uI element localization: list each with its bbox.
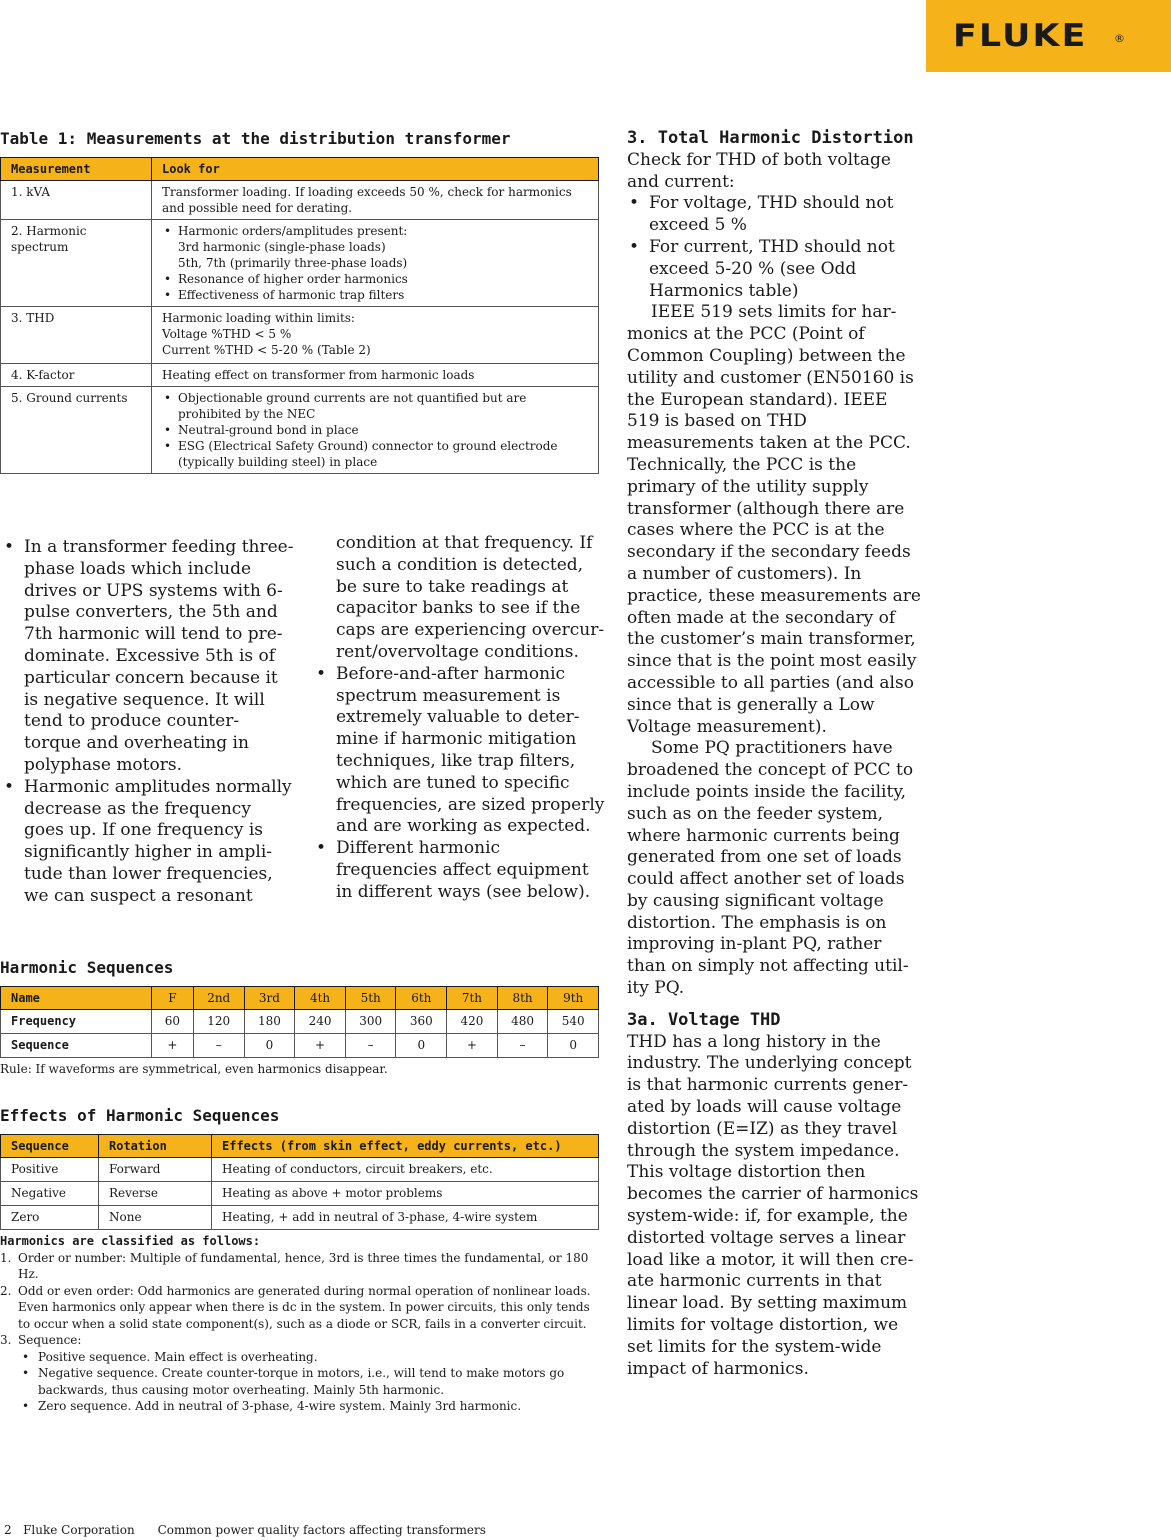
sequence-label: Sequence xyxy=(1,1034,152,1058)
sequence-value: – xyxy=(193,1034,244,1058)
frequency-value: 480 xyxy=(497,1010,548,1034)
table1-header-measurement: Measurement xyxy=(1,158,152,181)
frequency-value: 120 xyxy=(193,1010,244,1034)
table1-cell-look-for xyxy=(152,220,599,307)
harmonic-name: 6th xyxy=(396,987,447,1010)
harmonic-name: 4th xyxy=(295,987,346,1010)
harmonic-sequences-title: Harmonic Sequences xyxy=(0,958,174,977)
sequence-bullet: • Positive sequence. Main effect is overheating. xyxy=(18,1349,596,1366)
registered-mark: ® xyxy=(1114,32,1125,45)
frequency-value: 360 xyxy=(396,1010,447,1034)
harmonic-name: 7th xyxy=(447,987,498,1010)
frequency-value: 300 xyxy=(345,1010,396,1034)
list-item xyxy=(0,1332,596,1415)
left-body-column xyxy=(2,537,296,908)
table1 xyxy=(0,157,599,474)
harmonic-name: 3rd xyxy=(244,987,295,1010)
table1-cell-measurement: 3. THD xyxy=(1,307,152,364)
right-body-column xyxy=(627,128,923,1380)
list-item: • For voltage, THD should not exceed 5 % xyxy=(627,193,923,237)
item-text: Odd or even order: Odd harmonics are generated during normal operation of nonlinear loads. Even harmonics only appear when there is dc in the system. In power circuits, this only tends to occur when a solid state component(s), such as a diode or SCR, fails in a converter circuit. xyxy=(18,1283,591,1331)
classification-block xyxy=(0,1233,596,1415)
sequence-value: – xyxy=(345,1034,396,1058)
page-number: 2 xyxy=(4,1523,12,1537)
thd-line: Voltage %THD < 5 % xyxy=(162,327,292,341)
harmonic-name: 5th xyxy=(345,987,396,1010)
list-item: • Resonance of higher order harmonics xyxy=(162,271,588,287)
effects-cell: Heating, + add in neutral of 3-phase, 4-wire system xyxy=(212,1206,599,1230)
effects-cell: Reverse xyxy=(99,1182,212,1206)
frequency-value: 240 xyxy=(295,1010,346,1034)
list-item: • Harmonic amplitudes normally decrease as the frequency goes up. If one frequency is significantly higher in ampli-tude than lower frequencies, we can suspect a resonant xyxy=(2,777,296,908)
effects-table xyxy=(0,1134,599,1230)
section3-intro: Check for THD of both voltage and current: xyxy=(627,149,891,192)
table-row xyxy=(1,987,599,1010)
section3-title: 3. Total Harmonic Distortion xyxy=(627,128,914,148)
item-text: Sequence: xyxy=(18,1333,82,1347)
list-item: • Objectionable ground currents are not quantified but are prohibited by the NEC xyxy=(162,390,588,422)
effects-cell: Negative xyxy=(1,1182,99,1206)
table1-cell-measurement: 1. kVA xyxy=(1,181,152,220)
item-number: 2. xyxy=(0,1283,12,1298)
list-item: • Different harmonic frequencies affect equipment in different ways (see below). xyxy=(314,838,606,903)
list-item: • Before-and-after harmonic spectrum measurement is extremely valuable to deter-mine if harmonic mitigation techniques, like trap filters, which are tuned to specific frequencies, are sized properly and are working as expected. xyxy=(314,664,606,838)
sequence-value: 0 xyxy=(244,1034,295,1058)
harmonic-sequences-table xyxy=(0,986,599,1058)
paragraph: Some PQ practitioners have broadened the concept of PCC to include points inside the facility, such as on the feeder system, where harmonic currents being generated from one set of loads could affect another set of loads by causing significant voltage distortion. The emphasis is on improving in-plant PQ, rather than on simply not affecting util-ity PQ. xyxy=(627,738,914,999)
sequence-value: – xyxy=(497,1034,548,1058)
list-item xyxy=(0,1283,596,1333)
effects-header-sequence: Sequence xyxy=(1,1135,99,1158)
list-item: • Effectiveness of harmonic trap filters xyxy=(162,287,588,303)
item-number: 1. xyxy=(0,1250,12,1265)
sequence-value: + xyxy=(295,1034,346,1058)
footer-doc-title: Common power quality factors affecting transformers xyxy=(157,1523,486,1537)
harmonic-name: 2nd xyxy=(193,987,244,1010)
table1-cell-measurement: 4. K-factor xyxy=(1,364,152,387)
table-row xyxy=(1,387,599,474)
frequency-value: 180 xyxy=(244,1010,295,1034)
list-item: • For current, THD should not exceed 5-20 % (see Odd Harmonics table) xyxy=(627,237,923,302)
frequency-value: 60 xyxy=(152,1010,194,1034)
effects-cell: Forward xyxy=(99,1158,212,1182)
paragraph: THD has a long history in the industry. The underlying concept is that harmonic currents gener-ated by loads will cause voltage distortion (E=IZ) as they travel through the system impedance. This voltage distortion then becomes the carrier of harmonics system-wide: if, for example, the distorted voltage serves a linear load like a motor, it will then cre-ate harmonic currents in that linear load. By setting maximum limits for voltage distortion, we set limits for the system-wide impact of harmonics. xyxy=(627,1031,919,1379)
table-row xyxy=(1,181,599,220)
table-row xyxy=(1,1010,599,1034)
table1-title: Table 1: Measurements at the distribution transformer xyxy=(0,129,511,148)
list-item: • Neutral-ground bond in place xyxy=(162,422,588,438)
list-item xyxy=(0,1250,596,1283)
effects-cell: Zero xyxy=(1,1206,99,1230)
footer-company: Fluke Corporation xyxy=(23,1523,135,1537)
table-row xyxy=(1,1158,599,1182)
harmonic-rule-note: Rule: If waveforms are symmetrical, even harmonics disappear. xyxy=(0,1062,388,1076)
effects-cell: Positive xyxy=(1,1158,99,1182)
effects-cell: Heating of conductors, circuit breakers, etc. xyxy=(212,1158,599,1182)
sequence-bullet: • Zero sequence. Add in neutral of 3-phase, 4-wire system. Mainly 3rd harmonic. xyxy=(18,1398,596,1415)
table1-cell-measurement: 5. Ground currents xyxy=(1,387,152,474)
sequence-value: + xyxy=(152,1034,194,1058)
thd-line: Harmonic loading within limits: xyxy=(162,311,355,325)
bullet-continuation: condition at that frequency. If such a condition is detected, be sure to take readings at capacitor banks to see if the caps are experiencing overcur-rent/overvoltage conditions. xyxy=(336,533,605,662)
table-row xyxy=(1,1206,599,1230)
frequency-value: 420 xyxy=(447,1010,498,1034)
list-item: • ESG (Electrical Safety Ground) connector to ground electrode (typically building steel) in place xyxy=(162,438,588,470)
frequency-label: Frequency xyxy=(1,1010,152,1034)
middle-body-column xyxy=(314,533,606,904)
table1-cell-look-for xyxy=(152,387,599,474)
table1-header-row xyxy=(1,158,599,181)
table-row xyxy=(1,1182,599,1206)
table1-cell-look-for: Heating effect on transformer from harmonic loads xyxy=(152,364,599,387)
table-row xyxy=(1,1034,599,1058)
page-footer xyxy=(4,1523,486,1537)
sequence-bullet: • Negative sequence. Create counter-torque in motors, i.e., will tend to make motors go backwards, thus causing motor overheating. Mainly 5th harmonic. xyxy=(18,1365,596,1398)
sequence-value: + xyxy=(447,1034,498,1058)
classification-title: Harmonics are classified as follows: xyxy=(0,1234,261,1248)
item-text: Order or number: Multiple of fundamental, hence, 3rd is three times the fundamental, or 180 Hz. xyxy=(18,1250,589,1281)
item-number: 3. xyxy=(0,1333,12,1347)
table-row xyxy=(1,1135,599,1158)
list-item xyxy=(162,223,588,271)
harmonic-name: F xyxy=(152,987,194,1010)
harmonic-name: 8th xyxy=(497,987,548,1010)
sub-item: 3rd harmonic (single-phase loads) xyxy=(178,240,386,254)
thd-line: Current %THD < 5-20 % (Table 2) xyxy=(162,343,371,357)
table1-cell-measurement: 2. Harmonic spectrum xyxy=(1,220,152,307)
table1-header-look-for: Look for xyxy=(152,158,599,181)
table-row xyxy=(1,364,599,387)
effects-header-effects: Effects (from skin effect, eddy currents, etc.) xyxy=(212,1135,599,1158)
table1-cell-look-for: Transformer loading. If loading exceeds 50 %, check for harmonics and possible need for derating. xyxy=(152,181,599,220)
effects-cell: Heating as above + motor problems xyxy=(212,1182,599,1206)
sequence-value: 0 xyxy=(548,1034,599,1058)
effects-title: Effects of Harmonic Sequences xyxy=(0,1106,280,1125)
sequence-value: 0 xyxy=(396,1034,447,1058)
paragraph: IEEE 519 sets limits for har-monics at the PCC (Point of Common Coupling) between the utility and customer (EN50160 is the European standard). IEEE 519 is based on THD measurements taken at the PCC. Technically, the PCC is the primary of the utility supply transformer (although there are cases where the PCC is at the secondary if the secondary feeds a number of customers). In practice, these measurements are often made at the secondary of the customer’s main transformer, since that is the point most easily accessible to all parties (and also since that is generally a Low Voltage measurement). xyxy=(627,302,921,737)
effects-cell: None xyxy=(99,1206,212,1230)
table1-cell-look-for xyxy=(152,307,599,364)
section3a-title: 3a. Voltage THD xyxy=(627,1009,781,1030)
sub-item: 5th, 7th (primarily three-phase loads) xyxy=(178,256,408,270)
name-header: Name xyxy=(1,987,152,1010)
table-row xyxy=(1,307,599,364)
frequency-value: 540 xyxy=(548,1010,599,1034)
harmonic-name: 9th xyxy=(548,987,599,1010)
fluke-logo: FLUKE xyxy=(953,18,1088,54)
list-item-text: Harmonic orders/amplitudes present: xyxy=(178,224,408,238)
list-item: • In a transformer feeding three-phase loads which include drives or UPS systems with 6-pulse converters, the 5th and 7th harmonic will tend to pre-dominate. Excessive 5th is of particular concern because it is negative sequence. It will tend to produce counter-torque and overheating in polyphase motors. xyxy=(2,537,296,777)
effects-header-rotation: Rotation xyxy=(99,1135,212,1158)
table-row xyxy=(1,220,599,307)
